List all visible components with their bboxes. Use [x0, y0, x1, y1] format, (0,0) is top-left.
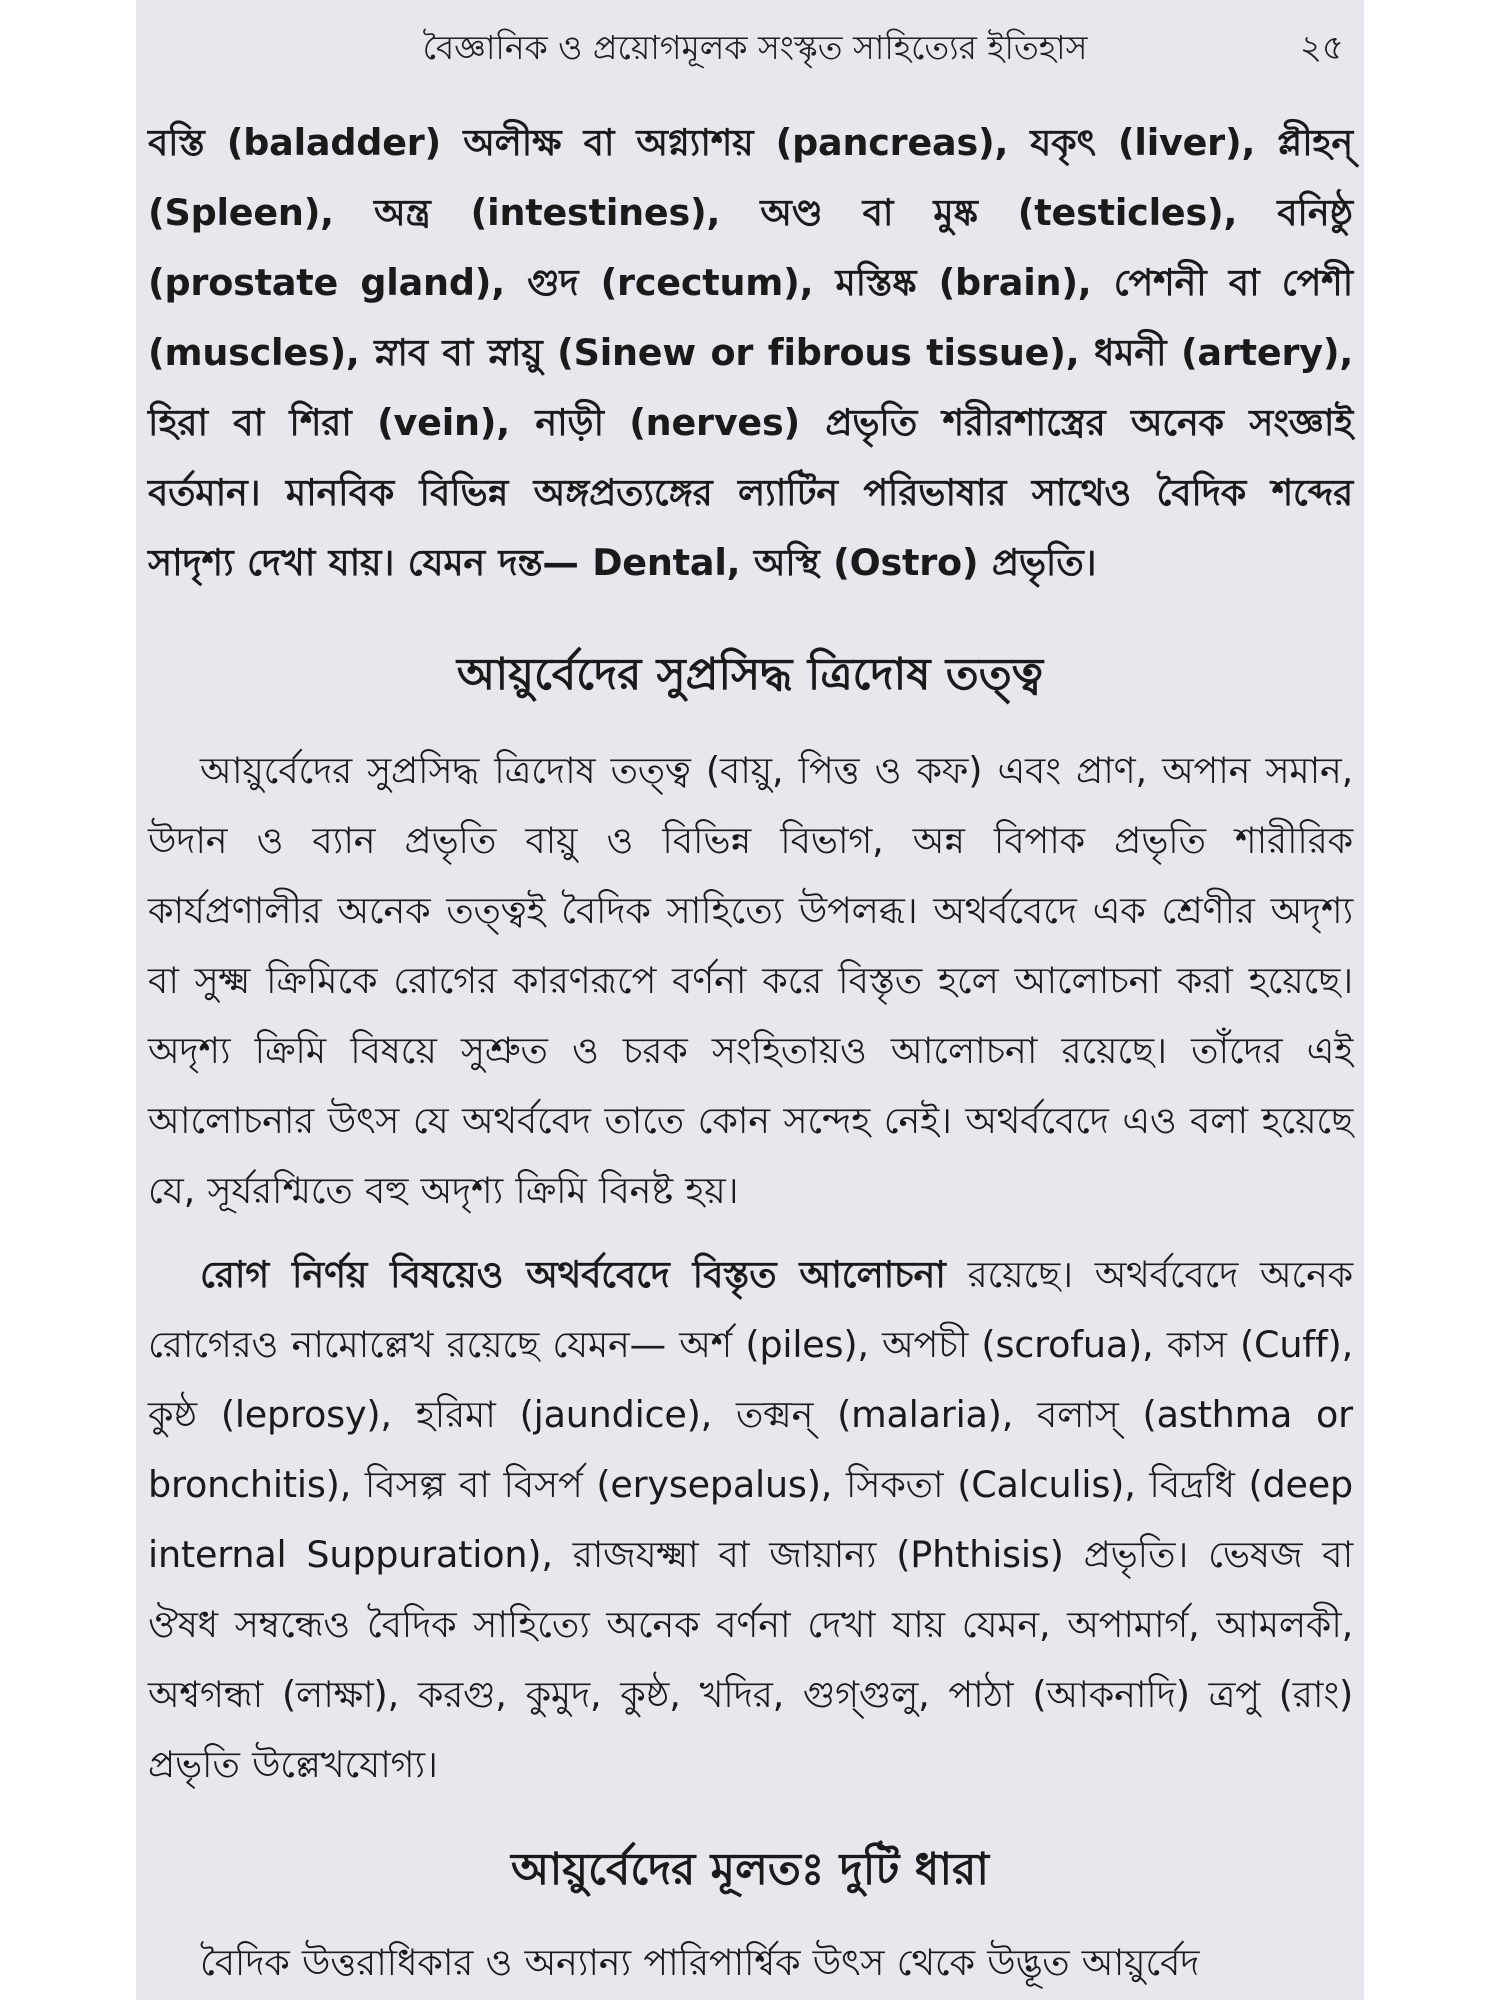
anatomy-terms-paragraph: বস্তি (baladder) অলীক্ষ বা অগ্ন্যাশয় (pancreas), যকৃৎ (liver), প্লীহন্ (Spleen), অন্ত্র (intestines), অণ্ড বা মুষ্ক (testicles), বনিষ্ঠু (prostate gland), গুদ (rcectum), মস্তিষ্ক (brain), পেশনী বা পেশী (muscles), স্নাব বা স্নায়ু (Sinew or fibrous tissue), ধমনী (artery), হিরা বা শিরা (vein), নাড়ী (nerves) প্রভৃতি শরীরশাস্ত্রের অনেক সংজ্ঞাই বর্তমান। মানবিক বিভিন্ন অঙ্গপ্রত্যঙ্গের ল্যাটিন পরিভাষার সাথেও বৈদিক শব্দের সাদৃশ্য দেখা যায়। যেমন দন্ত— Dental, অস্থি (Ostro) প্রভৃতি। [148, 121, 1353, 584]
two-streams-paragraph: বৈদিক উত্তরাধিকার ও অন্যান্য পারিপার্শ্বিক উৎস থেকে উদ্ভূত আয়ুর্বেদ [200, 1941, 1200, 1984]
body-block-1 [148, 108, 1353, 598]
diseases-lead-bold: রোগ নির্ণয় বিষয়েও অথর্ববেদে বিস্তৃত আলোচনা [200, 1253, 946, 1296]
section-heading-tridosha: আয়ুর্বেদের সুপ্রসিদ্ধ ত্রিদোষ তত্ত্ব [456, 649, 1044, 700]
diseases-text: রয়েছে। অথর্ববেদে অনেক রোগেরও নামোল্লেখ রয়েছে যেমন— অর্শ (piles), অপচী (scrofua), কাস (Cuff), কুষ্ঠ (leprosy), হরিমা (jaundice), তক্মন্ (malaria), বলাস্ (asthma or bronchitis), বিসল্প বা বিসর্প (erysepalus), সিকতা (Calculis), বিদ্রধি (deep internal Suppuration), রাজযক্ষ্মা বা জায়ান্য (Phthisis) প্রভৃতি। ভেষজ বা ঔষধ সম্বন্ধেও বৈদিক সাহিত্যে অনেক বর্ণনা দেখা যায় যেমন, অপামার্গ, আমলকী, অশ্বগন্ধা (লাক্ষা), করগু, কুমুদ, কুষ্ঠ, খদির, গুগ্গুলু, পাঠা (আকনাদি) ত্রপু (রাং) প্রভৃতি উল্লেখযোগ্য। [148, 1253, 1354, 1786]
running-header [166, 22, 1344, 74]
body-block-4 [148, 1928, 1353, 1998]
section-heading-two-streams: আয়ুর্বেদের মূলতঃ দুটি ধারা [510, 1844, 990, 1895]
body-block-3 [148, 1240, 1353, 1800]
page-number: ২৫ [1299, 28, 1344, 68]
body-block-2 [148, 736, 1353, 1226]
diseases-paragraph [148, 1240, 1353, 1800]
running-title: বৈজ্ঞানিক ও প্রয়োগমূলক সংস্কৃত সাহিত্যের ইতিহাস [422, 28, 1088, 67]
book-page [136, 0, 1364, 2000]
tridosha-paragraph: আয়ুর্বেদের সুপ্রসিদ্ধ ত্রিদোষ তত্ত্ব (বায়ু, পিত্ত ও কফ) এবং প্রাণ, অপান সমান, উদান ও ব্যান প্রভৃতি বায়ু ও বিভিন্ন বিভাগ, অন্ন বিপাক প্রভৃতি শারীরিক কার্যপ্রণালীর অনেক তত্ত্বই বৈদিক সাহিত্যে উপলব্ধ। অথর্ববেদে এক শ্রেণীর অদৃশ্য বা সুক্ষ্ম ক্রিমিকে রোগের কারণরূপে বর্ণনা করে বিস্তৃত হলে আলোচনা করা হয়েছে। অদৃশ্য ক্রিমি বিষয়ে সুশ্রুত ও চরক সংহিতায়ও আলোচনা রয়েছে। তাঁদের এই আলোচনার উৎস যে অথর্ববেদ তাতে কোন সন্দেহ নেই। অথর্ববেদে এও বলা হয়েছে যে, সূর্যরশ্মিতে বহু অদৃশ্য ক্রিমি বিনষ্ট হয়। [148, 749, 1353, 1212]
